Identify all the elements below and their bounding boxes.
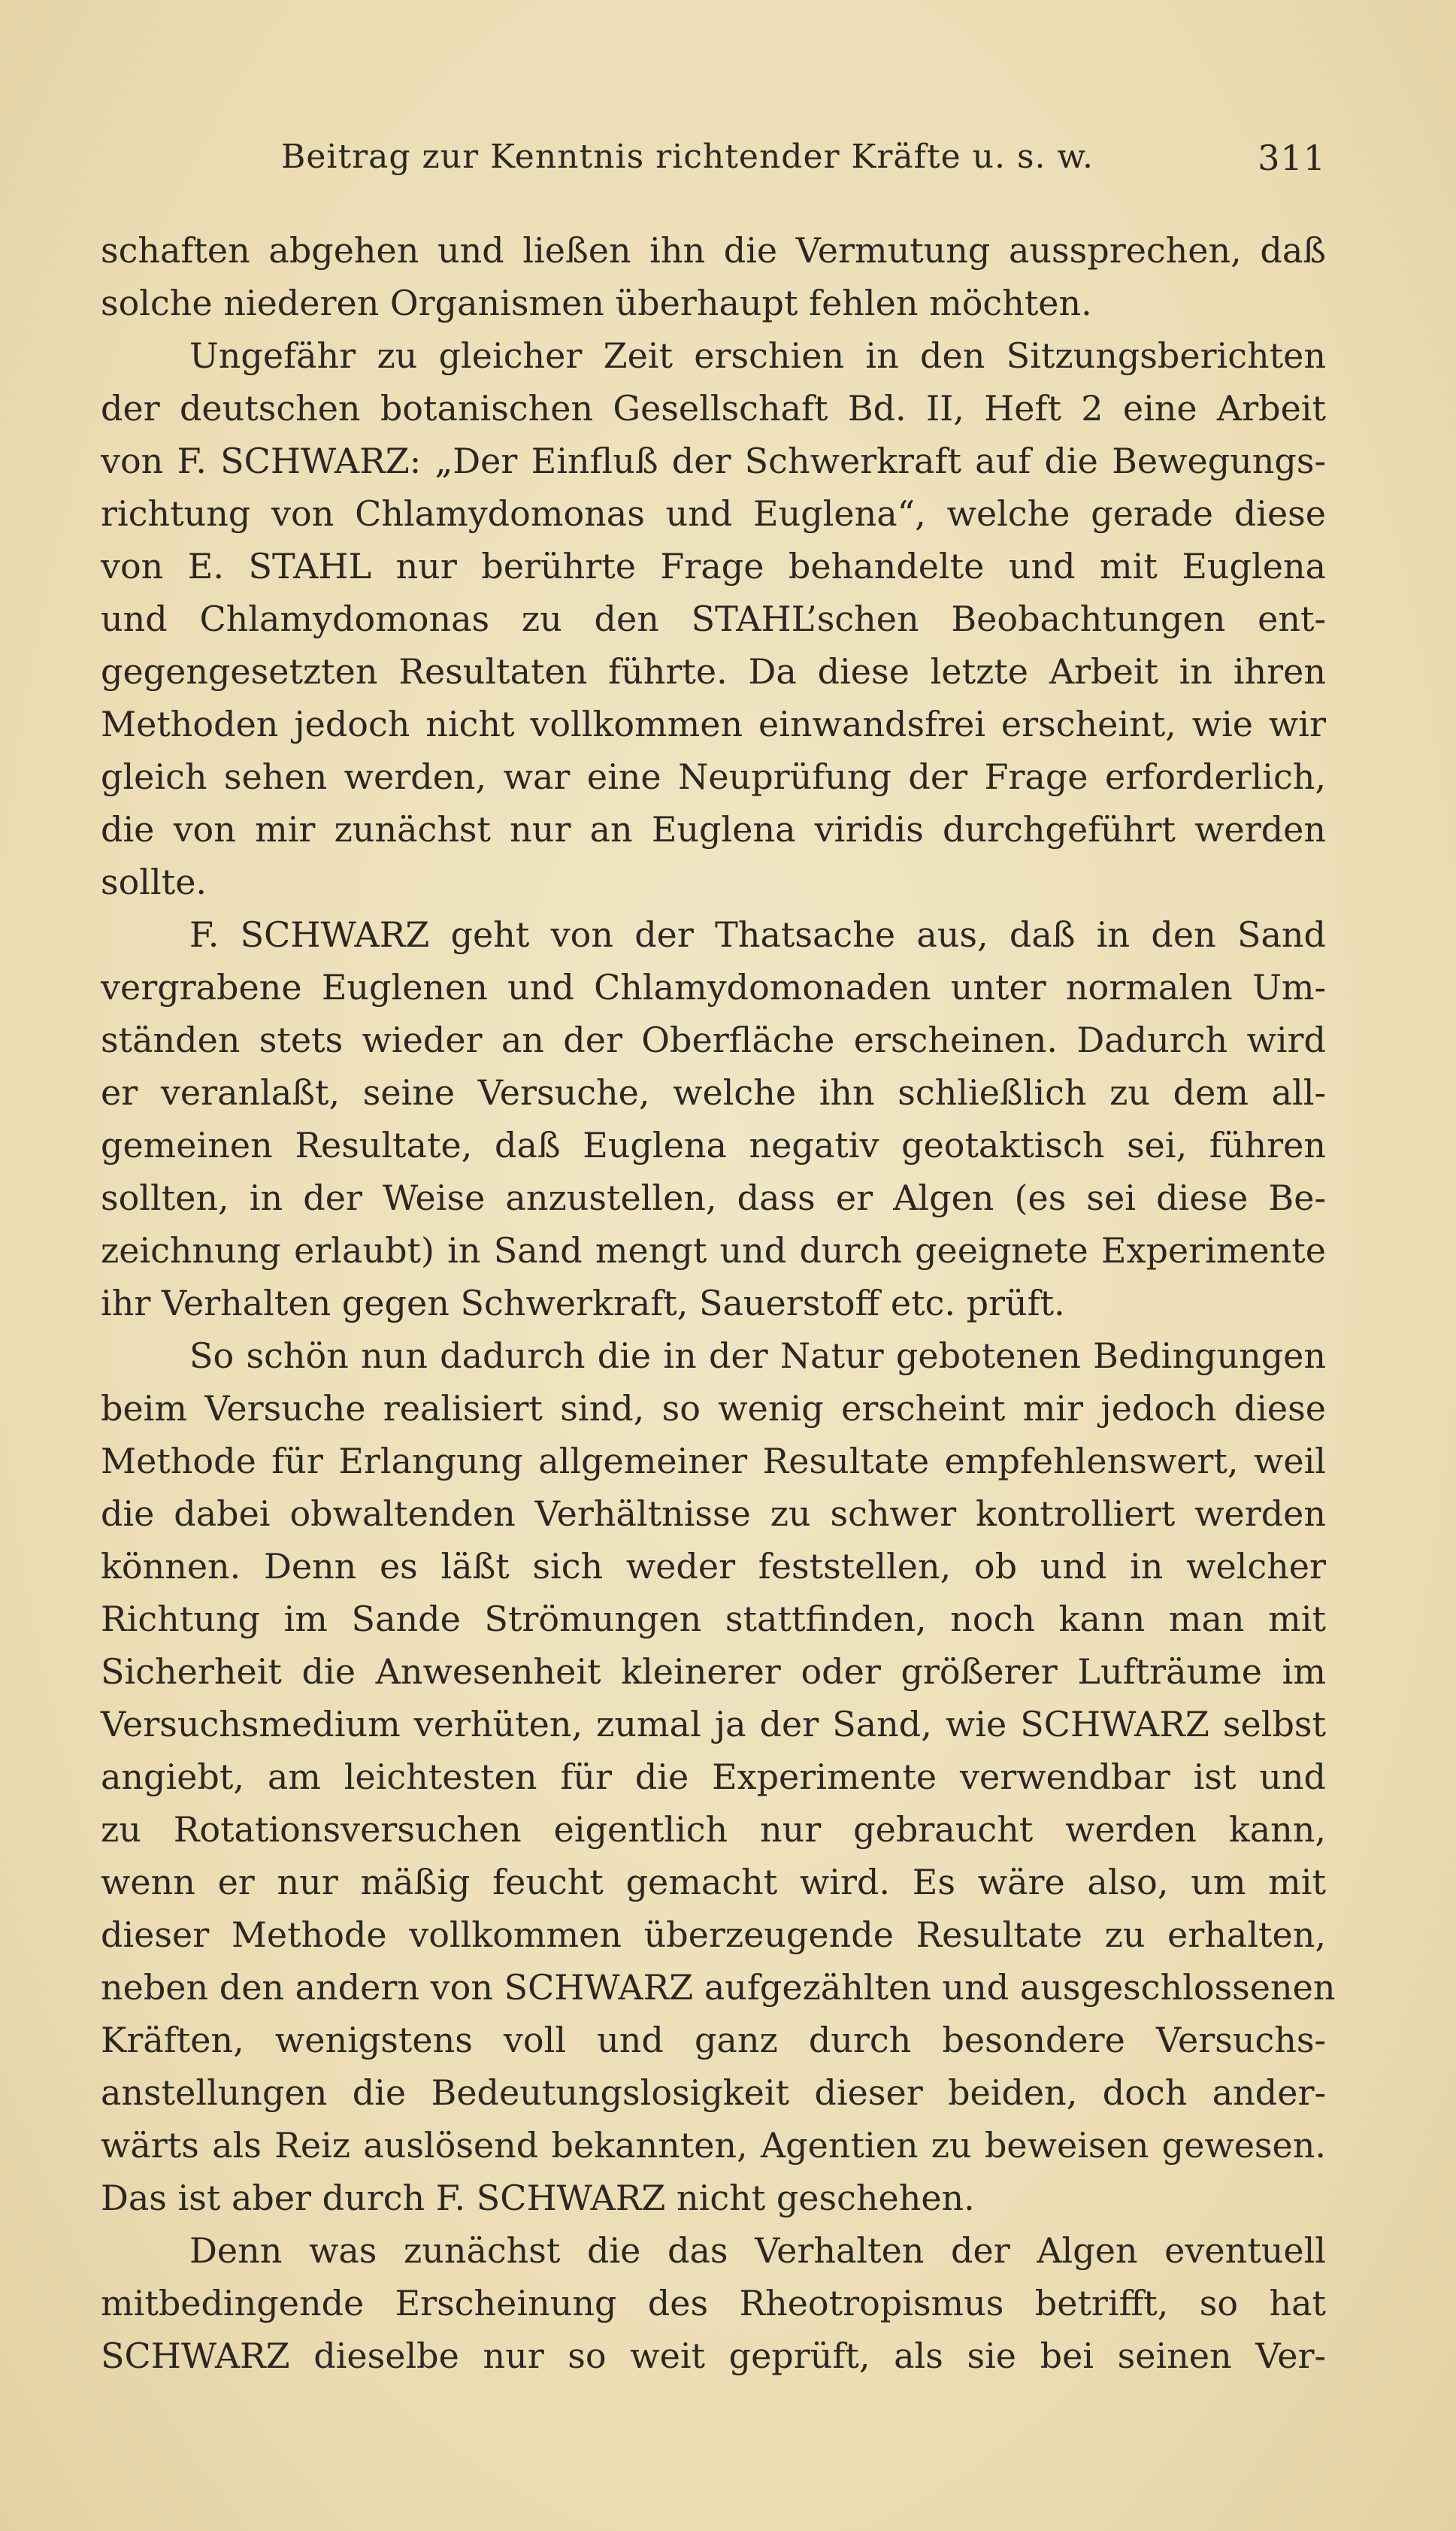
text-line: anstellungen die Bedeutungslosigkeit dieser beiden, doch ander- (101, 2072, 1326, 2113)
text-line: So schön nun dadurch die in der Natur gebotenen Bedingungen (189, 1335, 1326, 1376)
text-line: Kräften, wenigstens voll und ganz durch besondere Versuchs- (101, 2020, 1326, 2060)
text-line: ständen stets wieder an der Oberfläche erscheinen. Dadurch wird (101, 1020, 1326, 1060)
text-line: zu Rotationsversuchen eigentlich nur gebraucht werden kann, (101, 1809, 1326, 1850)
text-line: gegengesetzten Resultaten führte. Da diese letzte Arbeit in ihren (101, 651, 1326, 692)
text-line: ihr Verhalten gegen Schwerkraft, Sauerstoff etc. prüft. (101, 1283, 1065, 1323)
text-line: beim Versuche realisiert sind, so wenig erscheint mir jedoch diese (101, 1388, 1326, 1429)
text-line: Ungefähr zu gleicher Zeit erschien in den Sitzungsberichten (189, 335, 1326, 376)
text-line: von F. SCHWARZ: „Der Einfluß der Schwerkraft auf die Bewegungs- (101, 441, 1326, 481)
text-line: wenn er nur mäßig feucht gemacht wird. Es wäre also, um mit (101, 1862, 1326, 1902)
running-title: Beitrag zur Kenntnis richtender Kräfte u. s. w. (281, 138, 1094, 176)
text-line: Denn was zunächst die das Verhalten der Algen eventuell (189, 2230, 1326, 2271)
text-line: können. Denn es läßt sich weder feststellen, ob und in welcher (101, 1546, 1326, 1587)
text-line: Richtung im Sande Strömungen stattfinden, noch kann man mit (101, 1599, 1326, 1639)
text-line: neben den andern von SCHWARZ aufgezählten und ausgeschlossenen (101, 1967, 1336, 2008)
text-line: F. SCHWARZ geht von der Thatsache aus, daß in den Sand (189, 914, 1326, 955)
text-line: der deutschen botanischen Gesellschaft Bd. II, Heft 2 eine Arbeit (101, 388, 1326, 429)
text-line: Methoden jedoch nicht vollkommen einwandsfrei erscheint, wie wir (101, 704, 1326, 744)
page-number: 311 (1258, 138, 1326, 178)
text-line: zeichnung erlaubt) in Sand mengt und durch geeignete Experimente (101, 1230, 1326, 1271)
text-line: solche niederen Organismen überhaupt fehlen möchten. (101, 283, 1092, 323)
text-line: mitbedingende Erscheinung des Rheotropismus betrifft, so hat (101, 2283, 1326, 2323)
text-line: gemeinen Resultate, daß Euglena negativ geotaktisch sei, führen (101, 1125, 1326, 1165)
text-line: gleich sehen werden, war eine Neuprüfung der Frage erforderlich, (101, 756, 1326, 797)
text-line: SCHWARZ dieselbe nur so weit geprüft, als sie bei seinen Ver- (101, 2335, 1326, 2376)
text-line: Sicherheit die Anwesenheit kleinerer oder größerer Lufträume im (101, 1651, 1326, 1692)
text-line: die von mir zunächst nur an Euglena viridis durchgeführt werden (101, 809, 1326, 850)
text-line: angiebt, am leichtesten für die Experimente verwendbar ist und (101, 1757, 1326, 1797)
body-text (101, 224, 1336, 2382)
text-line: sollten, in der Weise anzustellen, dass er Algen (es sei diese Be- (101, 1178, 1326, 1218)
text-line: schaften abgehen und ließen ihn die Vermutung aussprechen, daß (101, 230, 1326, 271)
text-line: richtung von Chlamydomonas und Euglena“, welche gerade diese (101, 493, 1326, 534)
text-line: die dabei obwaltenden Verhältnisse zu schwer kontrolliert werden (101, 1493, 1326, 1534)
text-line: wärts als Reiz auslösend bekannten, Agentien zu beweisen gewesen. (101, 2125, 1326, 2166)
text-line: Methode für Erlangung allgemeiner Resultate empfehlenswert, weil (101, 1441, 1326, 1481)
text-line: Das ist aber durch F. SCHWARZ nicht geschehen. (101, 2178, 975, 2218)
text-line: und Chlamydomonas zu den STAHL’schen Beobachtungen ent- (101, 599, 1326, 639)
text-line: dieser Methode vollkommen überzeugende Resultate zu erhalten, (101, 1914, 1326, 1955)
text-line: Versuchsmedium verhüten, zumal ja der Sand, wie SCHWARZ selbst (101, 1704, 1326, 1744)
running-header (101, 138, 1326, 190)
text-line: sollte. (101, 862, 207, 902)
text-line: von E. STAHL nur berührte Frage behandelte und mit Euglena (101, 546, 1326, 587)
text-line: vergrabene Euglenen und Chlamydomonaden unter normalen Um- (101, 967, 1326, 1008)
text-line: er veranlaßt, seine Versuche, welche ihn schließlich zu dem all- (101, 1072, 1326, 1113)
